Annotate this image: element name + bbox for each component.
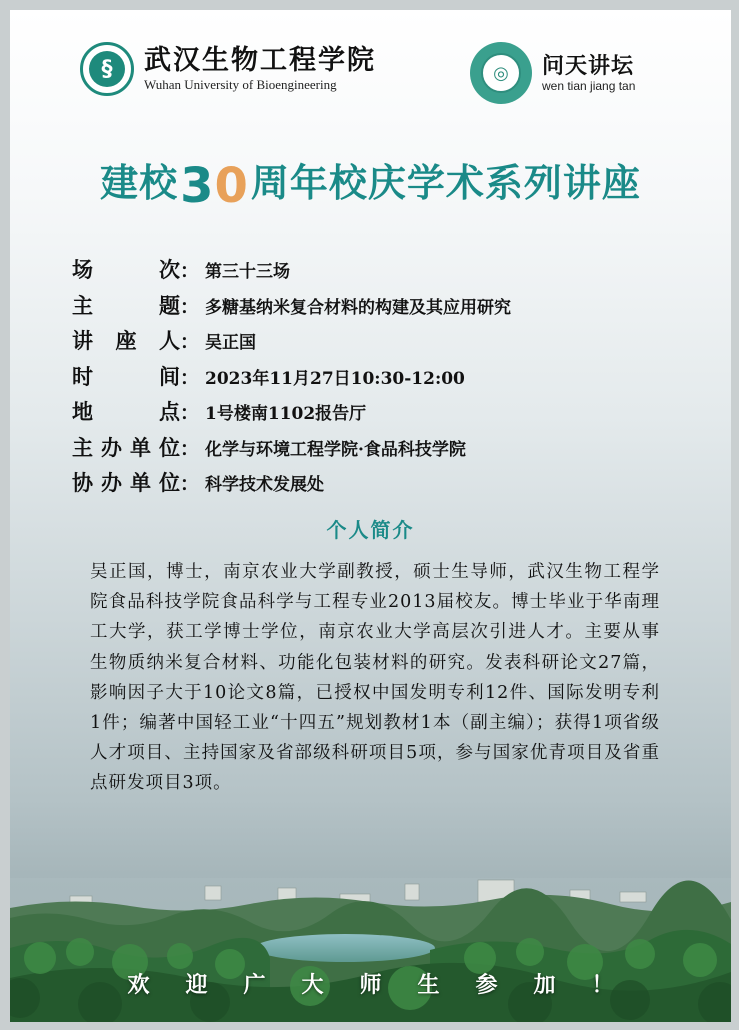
university-seal-icon: § [80, 42, 134, 96]
info-row [72, 290, 712, 326]
info-colon: ： [180, 366, 200, 389]
info-label: 主办单位 [72, 435, 180, 460]
anniversary-digit-0: 0 [214, 158, 249, 214]
anniversary-digit-3: 3 [180, 158, 215, 214]
info-colon: ： [180, 331, 200, 353]
bio-heading: 个人简介 [326, 518, 415, 542]
info-row [72, 396, 712, 432]
info-value: 科学技术发展处 [205, 475, 325, 495]
forum-seal-icon: ◎ [470, 42, 532, 104]
info-label: 场次 [72, 258, 180, 282]
info-colon: ： [180, 473, 200, 495]
forum-logo [470, 42, 635, 104]
forum-name-en: wen tian jiang tan [542, 79, 636, 93]
welcome-message: 欢迎广大师生参加！ [127, 972, 650, 998]
info-colon: ： [180, 437, 200, 460]
poster-title [10, 152, 731, 214]
info-row [72, 325, 712, 361]
info-value: 多糖基纳米复合材料的构建及其应用研究 [205, 297, 512, 318]
info-row [72, 467, 712, 503]
info-row [72, 432, 712, 468]
campus-landscape-image [10, 878, 731, 1022]
university-name-en: Wuhan University of Bioengineering [144, 77, 337, 92]
title-prefix: 建校 [100, 161, 179, 205]
info-colon: ： [180, 260, 200, 282]
info-label: 地点 [72, 400, 180, 424]
university-logo [80, 42, 376, 96]
info-value: 1号楼南1102报告厅 [205, 404, 367, 424]
forum-name-cn: 问天讲坛 [542, 53, 635, 79]
lecture-info [72, 254, 712, 503]
info-row [72, 254, 712, 290]
info-row [72, 361, 712, 397]
info-colon: ： [180, 402, 200, 424]
info-value: 吴正国 [205, 333, 257, 353]
info-colon: ： [180, 295, 200, 318]
title-suffix: 周年校庆学术系列讲座 [250, 161, 641, 205]
bio-text: 吴正国，博士，南京农业大学副教授，硕士生导师，武汉生物工程学院食品科技学院食品科学与工程专业2013届校友。博士毕业于华南理工大学，获工学博士学位，南京农业大学高层次引进人才。主要从事生物质纳米复合材料、功能化包装材料的研究。发表科研论文27篇，影响因子大于10论文8篇，已授权中国发明专利12件、国际发明专利1件；编著中国轻工业“十四五”规划教材1本（副主编）；获得1项省级人才项目、主持国家及省部级科研项目5项，参与国家优青项目及省重点研发项目3项。 [90, 562, 660, 794]
info-value: 2023年11月27日10:30-12:00 [205, 368, 465, 389]
info-value: 化学与环境工程学院·食品科技学院 [205, 439, 466, 460]
info-label: 协办单位 [72, 471, 180, 495]
info-label: 时间 [72, 364, 180, 389]
info-label: 主题 [72, 293, 180, 318]
info-value: 第三十三场 [205, 262, 291, 282]
info-label: 讲座人 [72, 329, 180, 353]
lecture-poster [10, 10, 731, 1022]
anniversary-number [180, 158, 249, 214]
university-name-cn: 武汉生物工程学院 [144, 45, 376, 76]
